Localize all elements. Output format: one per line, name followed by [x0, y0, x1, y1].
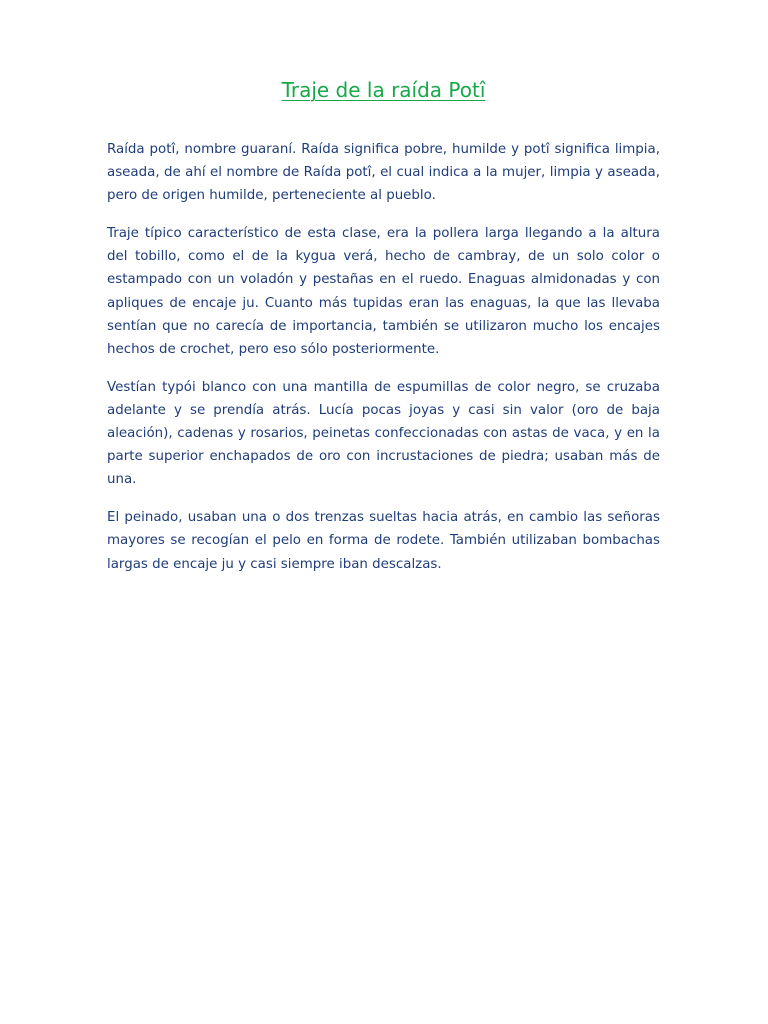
paragraph-4: El peinado, usaban una o dos trenzas sueltas hacia atrás, en cambio las señoras mayores se recogían el pelo en forma de rodete. También utilizaban bombachas largas de encaje ju y casi siempre iban descalzas.	[107, 510, 660, 572]
document-page	[107, 76, 660, 591]
paragraph-1: Raída potî, nombre guaraní. Raída significa pobre, humilde y potî significa limpia, aseada, de ahí el nombre de Raída potî, el cual indica a la mujer, limpia y aseada, pero de origen humilde, perteneciente al pueblo.	[107, 142, 660, 204]
paragraph-2: Traje típico característico de esta clase, era la pollera larga llegando a la altura del tobillo, como el de la kygua verá, hecho de cambray, de un solo color o estampado con un voladón y pestañas en el ruedo. Enaguas almidonadas y con apliques de encaje ju. Cuanto más tupidas eran las enaguas, la que las llevaba sentían que no carecía de importancia, también se utilizaron mucho los encajes hechos de crochet, pero eso sólo posteriormente.	[107, 226, 660, 357]
document-title: Traje de la raída Potî	[281, 78, 486, 102]
paragraph-3: Vestían typói blanco con una mantilla de espumillas de color negro, se cruzaba adelante y se prendía atrás. Lucía pocas joyas y casi sin valor (oro de baja aleación), cadenas y rosarios, peinetas confeccionadas con astas de vaca, y en la parte superior enchapados de oro con incrustaciones de piedra; usaban más de una.	[107, 379, 660, 488]
